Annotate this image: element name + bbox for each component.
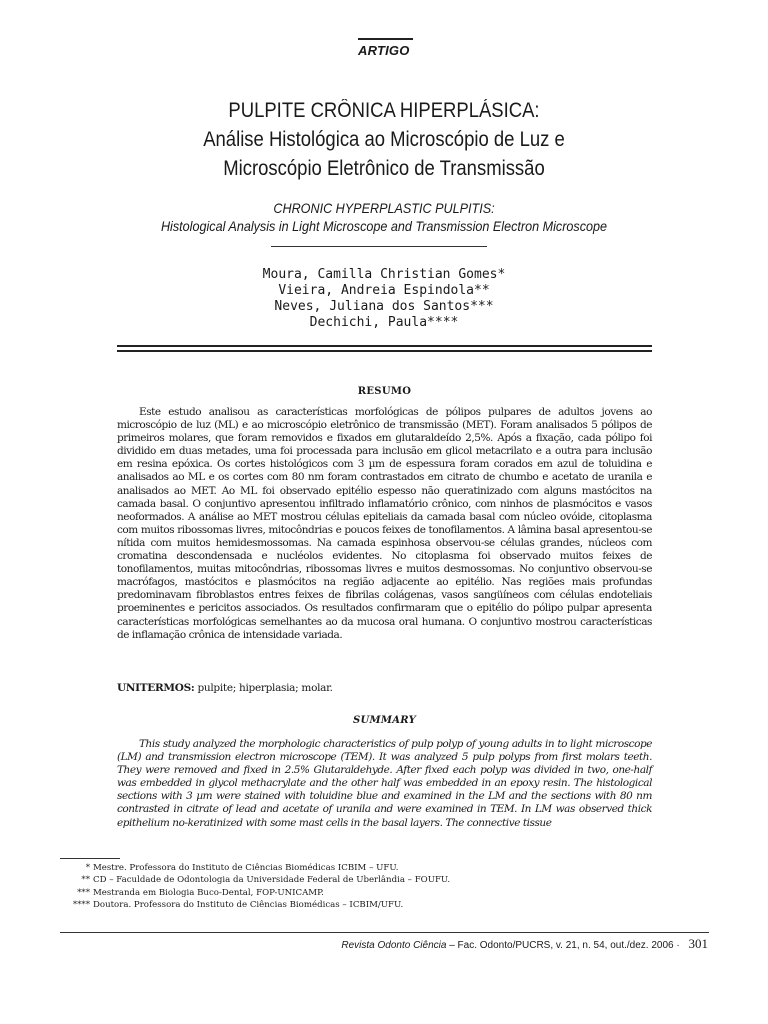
english-title-line-2: Histological Analysis in Light Microscope and Transmission Electron Microscope — [160, 218, 608, 234]
section-label: ARTIGO — [358, 43, 410, 58]
title-line-1: PULPITE CRÔNICA HIPERPLÁSICA: — [228, 99, 540, 122]
unitermos-label: UNITERMOS: — [117, 682, 195, 694]
footnote-marker: ** — [81, 875, 90, 886]
title-line-3: Microscópio Eletrônico de Transmissão — [223, 157, 545, 180]
article-title — [99, 96, 669, 183]
author: Moura, Camilla Christian Gomes* — [262, 267, 506, 282]
section-tag — [358, 38, 413, 58]
journal-name: Revista Odonto Ciência — [341, 940, 447, 951]
footer-separator: · — [676, 940, 680, 951]
page-number: 301 — [688, 936, 708, 951]
footnote-text: Doutora. Professora do Instituto de Ciências Biomédicas – ICBIM/UFU. — [93, 899, 404, 910]
section-tag-rule — [358, 38, 413, 40]
resumo-heading: RESUMO — [357, 386, 412, 397]
footnote-marker: **** — [72, 899, 90, 910]
author: Neves, Juliana dos Santos*** — [274, 299, 494, 314]
page-footer — [341, 936, 708, 952]
unitermos — [117, 682, 652, 694]
footer-rule — [60, 932, 709, 933]
resumo-paragraph: Este estudo analisou as características morfológicas de pólipos pulpares de adultos jovens ao microscópio de luz (ML) e ao microscópio eletrônico de transmissão (MET). Foram analisados 5 pólipos de primeiros molares, que foram removidos e fixados em glutaraldeído 2,5%. Após a fixação, cada pólipo foi dividido em duas metades, uma foi processada para inclusão em glicol metacrilato e a outra para inclusão em resina epóxica. Os cortes histológicos com 3 µm de espessura foram corados em azul de toluidina e analisados ao ML e os cortes com 80 nm foram contrastados em citrato de chumbo e acetato de uranila e analisados ao MET. Ao ML foi observado epitélio espesso não queratinizado com alguns mastócitos na camada basal. O conjuntivo apresentou infiltrado inflamatório crônico, com ninhos de plasmócitos e vasos neoformados. A análise ao MET mostrou células epiteliais da camada basal com núcleo ovóide, citoplasma com muitos ribossomas livres, mitocôndrias e poucos feixes de tonofilamentos. A lâmina basal apresentou-se nítida com muitos hemidesmossomas. Na camada espinhosa observou-se células grandes, núcleos com cromatina descondensada e nucléolos evidentes. No citoplasma foi observado muitos feixes de tonofilamentos, muitas mitocôndrias, ribossomas livres e muitos desmossomas. No conjuntivo observou-se macrófagos, mastócitos e plasmócitos na região adjacente ao epitélio. Nas regiões mais profundas predominavam fibroblastos entres feixes de fibrilas colágenas, vasos sangüíneos com células endoteliais proeminentes e pericitos associados. Os resultados confirmaram que o epitélio do pólipo pulpar apresenta características morfológicas semelhantes ao da mucosa oral humana. O conjuntivo mostrou características de inflamação crônica de intensidade variada. — [117, 406, 652, 641]
title-line-2: Análise Histológica ao Microscópio de Luz e — [203, 128, 565, 151]
summary-paragraph: This study analyzed the morphologic characteristics of pulp polyp of young adults in to light microscope (LM) and transmission electron microscope (TEM). It was analyzed 5 pulp polyps from first molars teeth. They were removed and fixed in 2.5% Glutaraldehyde. After fixed each polyp was divided in two, one-half was embedded in glycol methacrylate and the other half was embedded in an epoxy resin. The histological sections with 3 µm were stained with toluidine blue and examined in the LM and the sections with 80 nm contrasted in citrate of lead and acetate of uranila and were examined in TEM. In LM was observed thick epithelium no-keratinized with some mast cells in the basal layers. The connective tissue — [117, 738, 652, 829]
footnotes — [60, 862, 660, 911]
footnote-marker: *** — [77, 887, 90, 898]
footnote — [60, 899, 660, 911]
unitermos-value: pulpite; hiperplasia; molar. — [197, 682, 333, 694]
footnote — [60, 887, 660, 899]
footnote — [60, 874, 660, 886]
footnote-rule — [60, 858, 120, 859]
footnote-text: Mestranda em Biologia Buco-Dental, FOP-UNICAMP. — [93, 887, 324, 898]
summary-heading: SUMMARY — [352, 715, 417, 726]
title-divider — [271, 246, 487, 247]
footnote-text: CD – Faculdade de Odontologia da Universidade Federal de Uberlândia – FOUFU. — [93, 875, 451, 886]
author: Vieira, Andreia Espindola** — [278, 283, 490, 298]
footnote-text: Mestre. Professora do Instituto de Ciências Biomédicas ICBIM – UFU. — [93, 863, 399, 873]
header-double-rule — [117, 345, 652, 352]
resumo-body — [117, 406, 652, 642]
author: Dechichi, Paula**** — [309, 315, 459, 330]
author-list — [60, 267, 708, 331]
summary-body — [117, 738, 652, 830]
journal-details: – Fac. Odonto/PUCRS, v. 21, n. 54, out./dez. 2006 — [446, 940, 674, 951]
english-title — [92, 199, 675, 235]
english-title-line-1: CHRONIC HYPERPLASTIC PULPITIS: — [273, 200, 495, 216]
footnote-marker: * — [85, 863, 90, 873]
footnote — [60, 862, 660, 874]
